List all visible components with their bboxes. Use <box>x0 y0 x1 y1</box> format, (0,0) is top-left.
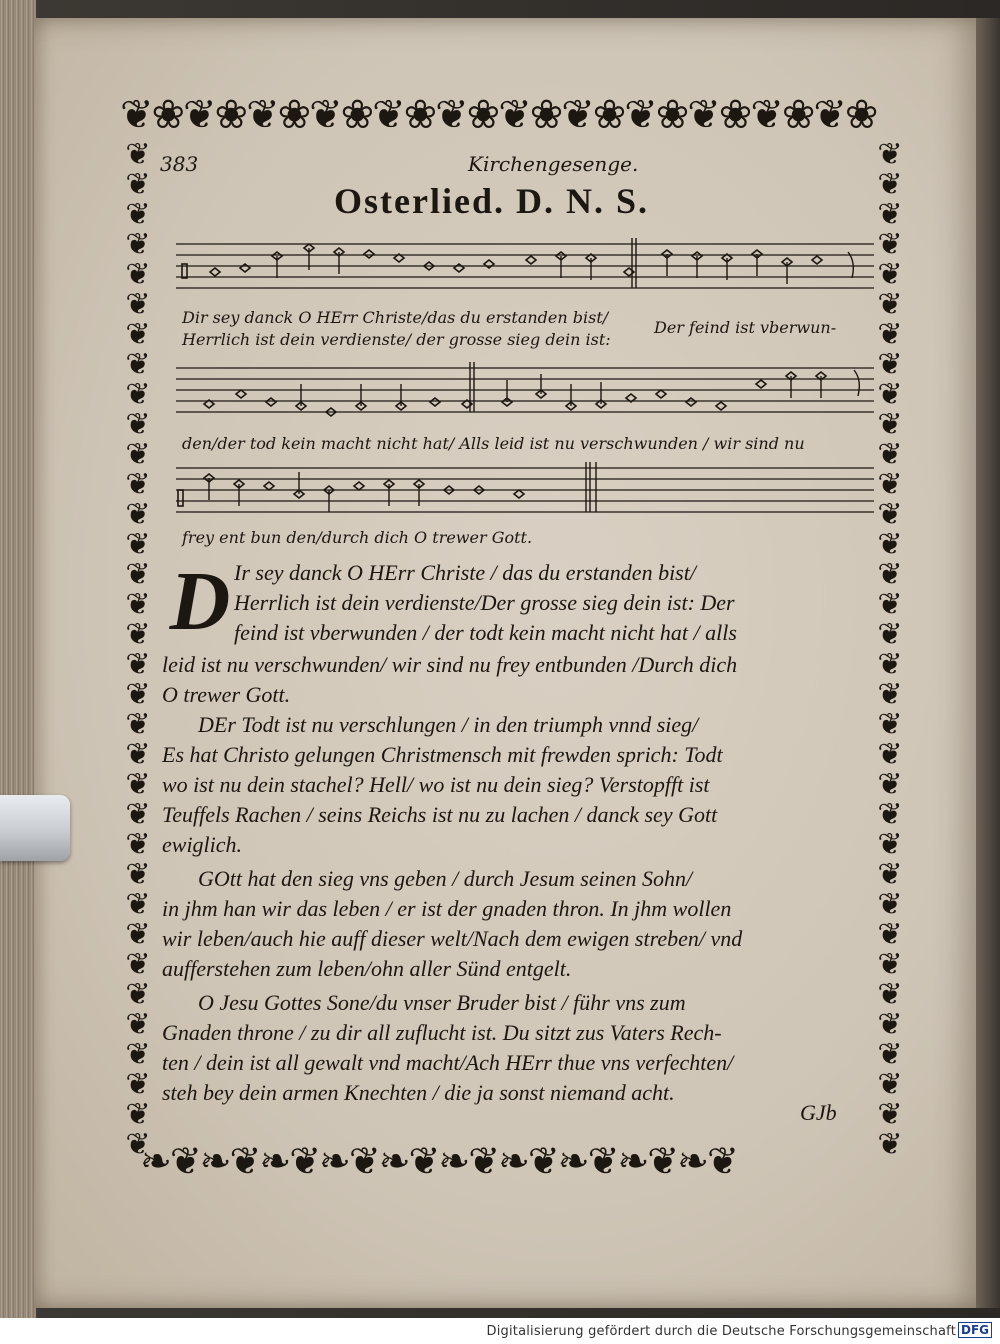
verse-line: Herrlich ist dein verdienste/Der grosse sieg dein ist: Der <box>234 590 735 615</box>
page-clip <box>0 795 70 861</box>
ornament-border-bottom: ❧❦❧❦❧❦❧❦❧❦❧❦❧❦❧❦❧❦❧❦ <box>140 1139 737 1183</box>
staff-2-notation <box>176 362 874 418</box>
verse-line: ten / dein ist all gewalt vnd macht/Ach HErr thue vns verfechten/ <box>162 1050 734 1075</box>
music-staff-2 <box>176 362 874 418</box>
verse-line: GOtt hat den sieg vns geben / durch Jesum seinen Sohn/ <box>198 866 693 891</box>
song-title: Osterlied. D. N. S. <box>334 181 649 221</box>
staff-3-notation <box>176 462 874 518</box>
lyric-line-3: den/der tod kein macht nicht hat/ Alls leid ist nu verschwunden / wir sind nu <box>182 434 805 453</box>
ornament-border-right: ❦❦❦❦❦❦❦❦❦❦❦❦❦❦❦❦❦❦❦❦❦❦❦❦❦❦❦❦❦❦❦❦❦❦ <box>877 137 903 1162</box>
verse-line: Gnaden throne / zu dir all zuflucht ist. Du sitzt zus Vaters Rech- <box>162 1020 722 1045</box>
verse-line: Ir sey danck O HErr Christe / das du erstanden bist/ <box>234 560 696 585</box>
staff-1-notation <box>176 238 874 294</box>
book-gutter <box>976 18 1000 1308</box>
verse-line: ewiglich. <box>162 832 243 857</box>
music-staff-3 <box>176 462 874 518</box>
running-head: Kirchengesenge. <box>468 152 639 176</box>
lyric-line-1: Dir sey danck O HErr Christe/das du erstanden bist/ <box>182 308 609 327</box>
drop-cap-initial: D <box>169 555 231 648</box>
verse-line: O Jesu Gottes Sone/du vnser Bruder bist / führ vns zum <box>198 990 686 1015</box>
verse-line: steh bey dein armen Knechten / die ja sonst niemand acht. <box>162 1080 675 1105</box>
book-page-edges <box>0 0 36 1344</box>
page-number: 383 <box>160 152 199 176</box>
verse-line: wir leben/auch hie auff dieser welt/Nach dem ewigen streben/ vnd <box>162 926 743 951</box>
ornament-border-left: ❦❦❦❦❦❦❦❦❦❦❦❦❦❦❦❦❦❦❦❦❦❦❦❦❦❦❦❦❦❦❦❦❦❦ <box>125 137 151 1162</box>
verse-line: feind ist vberwunden / der todt kein macht nicht hat / alls <box>234 620 737 645</box>
ornament-border-top: ❦❀❦❀❦❀❦❀❦❀❦❀❦❀❦❀❦❀❦❀❦❀❦❀ <box>120 92 877 138</box>
verse-line: wo ist nu dein stachel? Hell/ wo ist nu dein sieg? Verstopfft ist <box>162 772 710 797</box>
verse-line: DEr Todt ist nu verschlungen / in den triumph vnnd sieg/ <box>198 712 699 737</box>
verse-line: in jhm han wir das leben / er ist der gnaden thron. In jhm wollen <box>162 896 732 921</box>
verse-line: Teuffels Rachen / seins Reichs ist nu zu lachen / danck sey Gott <box>162 802 718 827</box>
lyric-line-4: frey ent bun den/durch dich O trewer Gott. <box>182 528 533 547</box>
funding-notice: Digitalisierung gefördert durch die Deutsche Forschungsgemeinschaft <box>486 1324 956 1339</box>
catchword: GJb <box>800 1100 837 1125</box>
verse-line: aufferstehen zum leben/ohn aller Sünd entgelt. <box>162 956 572 981</box>
lyric-line-2-continued: Der feind ist vberwun- <box>654 318 837 337</box>
music-staff-1 <box>176 238 874 294</box>
lyric-line-2: Herrlich ist dein verdienste/ der grosse sieg dein ist: <box>182 330 611 349</box>
verse-line: Es hat Christo gelungen Christmensch mit frewden sprich: Todt <box>162 742 723 767</box>
verse-line: leid ist nu verschwunden/ wir sind nu frey entbunden /Durch dich <box>162 652 738 677</box>
dfg-logo: DFG <box>958 1322 992 1338</box>
verse-line: O trewer Gott. <box>162 682 291 707</box>
